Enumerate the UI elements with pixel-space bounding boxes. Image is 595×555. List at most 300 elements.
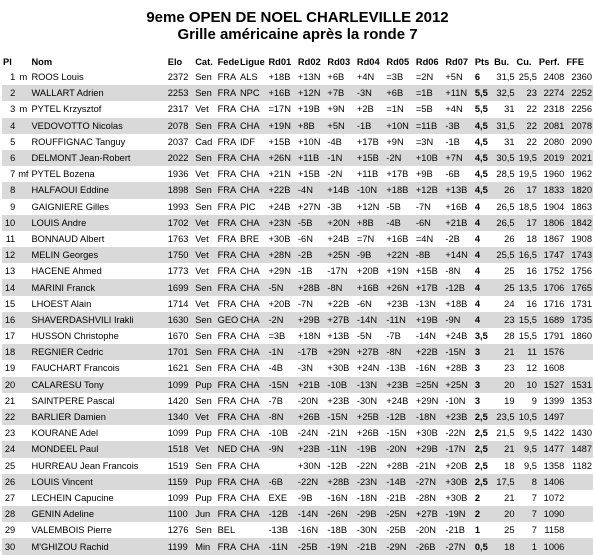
- cell-perf: 1158: [544, 525, 565, 536]
- cell-cu: 16: [526, 266, 537, 277]
- cell-pts: 3: [474, 395, 480, 406]
- cell-ffe: 1820: [565, 182, 593, 198]
- cell-rd03: +9N: [327, 104, 345, 115]
- cell-rd03: +22B: [327, 298, 350, 309]
- cell-pts: 4: [474, 215, 493, 231]
- cell-rd01: -2N: [267, 312, 296, 328]
- column-header-pts: Pts: [474, 57, 490, 67]
- cell-rd02: -9B: [297, 492, 313, 503]
- cell-bu: 21: [504, 492, 515, 503]
- cell-rd04: +12N: [356, 201, 380, 212]
- cell-cat: Pup: [194, 474, 216, 490]
- standings-table: [2, 55, 593, 555]
- cell-title: [16, 490, 30, 506]
- cell-rd04: +2B: [356, 104, 374, 115]
- cell-perf: 1689: [538, 312, 565, 328]
- cell-rd01: -15N: [267, 377, 296, 393]
- cell-pts: 2: [474, 492, 480, 503]
- cell-title: [16, 118, 30, 134]
- cell-title: [16, 279, 30, 295]
- table-row: [2, 490, 593, 506]
- cell-fede: FRA: [217, 169, 237, 180]
- cell-place: 1: [10, 72, 16, 83]
- cell-elo: 1936: [167, 169, 189, 180]
- cell-ligue: CHA: [239, 428, 260, 439]
- cell-place: 9: [10, 201, 16, 212]
- table-row: [2, 118, 593, 134]
- cell-perf: 2318: [543, 104, 565, 115]
- cell-rd01: +22B: [267, 182, 296, 198]
- cell-rd06: -27N: [415, 474, 444, 490]
- cell-place: 7: [10, 169, 16, 180]
- cell-pts: 2: [474, 506, 493, 522]
- cell-fede: FRA: [217, 136, 237, 147]
- cell-rd07: -2B: [445, 233, 460, 244]
- cell-rd06: +30B: [415, 428, 438, 439]
- cell-fede: NED: [217, 441, 239, 457]
- cell-elo: 2078: [167, 118, 194, 134]
- cell-cu: 7: [516, 506, 538, 522]
- cell-perf: 1867: [543, 233, 565, 244]
- cell-elo: 1099: [167, 377, 194, 393]
- cell-fede: FRA: [217, 215, 239, 231]
- cell-ffe: 1430: [571, 428, 592, 439]
- table-row: [2, 279, 593, 295]
- cell-rd05: +24B: [386, 395, 409, 406]
- cell-rd07: +24B: [445, 331, 468, 342]
- cell-fede: FRA: [217, 233, 237, 244]
- cell-rd06: +19B: [415, 312, 444, 328]
- cell-ffe: [565, 409, 593, 425]
- cell-rd01: +28N: [267, 247, 296, 263]
- cell-rd02: +27N: [297, 201, 321, 212]
- cell-ligue: CHA: [239, 331, 260, 342]
- cell-rd06: +17B: [415, 279, 444, 295]
- cell-rd01: +23N: [267, 215, 296, 231]
- cell-rd06: -28N: [415, 492, 437, 503]
- cell-rd07: +23B: [444, 409, 473, 425]
- table-row: [2, 231, 593, 247]
- cell-rd05: =1N: [386, 104, 404, 115]
- cell-name: SHAVERDASHVILI Irakli: [30, 312, 166, 328]
- cell-name: MELIN Georges: [30, 247, 166, 263]
- table-row: [2, 393, 593, 409]
- cell-rd03: +28B: [326, 474, 355, 490]
- cell-rd01: +24B: [268, 201, 291, 212]
- cell-ffe: 1353: [571, 395, 592, 406]
- cell-cu: 9,5: [523, 428, 537, 439]
- cell-rd04: +11B: [356, 169, 379, 180]
- cell-rd04: +20B: [356, 266, 379, 277]
- cell-cu: 9: [531, 395, 537, 406]
- cell-cu: 25,5: [518, 72, 537, 83]
- cell-elo: 1276: [167, 525, 189, 536]
- cell-title: [16, 344, 30, 360]
- cell-rd03: -12B: [327, 460, 348, 471]
- cell-title: [16, 538, 30, 554]
- cell-rd07: +14N: [444, 247, 473, 263]
- cell-rd03: +24B: [327, 233, 350, 244]
- cell-title: [16, 409, 30, 425]
- cell-title: [16, 215, 30, 231]
- table-row: [2, 296, 593, 312]
- cell-bu: 19: [504, 395, 515, 406]
- cell-elo: 1420: [167, 395, 189, 406]
- cell-rd05: -21B: [386, 492, 407, 503]
- cell-perf: 2080: [543, 136, 565, 147]
- cell-name: WALLART Adrien: [30, 85, 166, 101]
- cell-ligue: CHA: [239, 266, 260, 277]
- column-header-ffe: FFE: [566, 57, 584, 67]
- cell-rd07: +25N: [444, 377, 473, 393]
- table-row: [2, 474, 593, 490]
- cell-bu: 21,5: [496, 428, 515, 439]
- cell-rd03: +6B: [327, 72, 345, 83]
- cell-cu: 10: [516, 377, 538, 393]
- cell-rd07: -10N: [445, 395, 466, 406]
- table-row: [2, 134, 593, 150]
- cell-rd07: +11N: [444, 85, 473, 101]
- cell-rd04: -29B: [356, 506, 385, 522]
- column-header-elo: Elo: [167, 57, 183, 67]
- table-row: [2, 101, 593, 117]
- cell-cat: Vet: [194, 215, 216, 231]
- cell-place: 29: [4, 525, 16, 536]
- cell-cat: Sen: [195, 460, 212, 471]
- cell-rd04: +8B: [356, 215, 385, 231]
- cell-ligue: CHA: [239, 182, 267, 198]
- cell-fede: FRA: [217, 201, 237, 212]
- cell-title: [16, 263, 30, 279]
- cell-elo: 1518: [167, 441, 194, 457]
- cell-rd04: -5N: [356, 331, 372, 342]
- cell-rd07: +5N: [445, 72, 463, 83]
- cell-rd07: -19N: [444, 506, 473, 522]
- cell-rd05: +19N: [386, 266, 409, 277]
- table-row: [2, 247, 593, 263]
- cell-place: 27: [4, 492, 16, 503]
- cell-ligue: CHA: [239, 441, 267, 457]
- column-header-bu: Bu.: [494, 57, 510, 67]
- cell-cat: Vet: [195, 266, 209, 277]
- cell-fede: FRA: [217, 363, 237, 374]
- cell-ligue: CHA: [239, 344, 267, 360]
- cell-ligue: CHA: [239, 247, 267, 263]
- cell-name: MONDEEL Paul: [30, 441, 166, 457]
- cell-rd07: +4N: [445, 104, 463, 115]
- cell-rd03: -3B: [327, 201, 342, 212]
- cell-cu: 16,5: [516, 247, 538, 263]
- cell-bu: 28,5: [496, 169, 515, 180]
- cell-ffe: [565, 344, 593, 360]
- cell-pts: 4: [474, 233, 480, 244]
- cell-elo: 2037: [167, 136, 189, 147]
- cell-rd07: +30B: [444, 474, 473, 490]
- cell-rd07: -6B: [445, 169, 460, 180]
- cell-perf: 1422: [543, 428, 565, 439]
- cell-rd06: +12B: [415, 182, 444, 198]
- cell-bu: 31: [504, 104, 515, 115]
- cell-rd03: -4B: [327, 136, 342, 147]
- cell-name: CALARESU Tony: [30, 377, 166, 393]
- cell-perf: 1706: [538, 279, 565, 295]
- cell-ligue: CHA: [239, 312, 267, 328]
- cell-place: 3: [10, 104, 16, 115]
- cell-title: m: [19, 104, 28, 115]
- cell-ligue: CHA: [239, 395, 260, 406]
- cell-cu: 13,5: [516, 279, 538, 295]
- cell-rd01: EXE: [268, 492, 288, 503]
- cell-place: 15: [4, 298, 16, 309]
- cell-name: HURREAU Jean Francois: [31, 460, 139, 471]
- cell-cat: Vet: [195, 104, 209, 115]
- cell-rd03: +23B: [327, 395, 350, 406]
- cell-rd05: -29N: [385, 538, 414, 554]
- cell-fede: FRA: [217, 266, 237, 277]
- cell-pts: 4: [474, 279, 493, 295]
- cell-bu: 21: [493, 344, 515, 360]
- cell-name: M'GHIZOU Rachid: [30, 538, 166, 554]
- cell-rd07: +16B: [445, 201, 468, 212]
- cell-title: mf: [18, 169, 29, 180]
- table-row: [2, 458, 593, 474]
- cell-rd06: -16N: [415, 363, 437, 374]
- cell-pts: 4: [474, 298, 480, 309]
- cell-bu: 23: [504, 363, 515, 374]
- cell-cu: 9,5: [523, 460, 537, 471]
- cell-cat: Sen: [194, 182, 216, 198]
- cell-ffe: 1731: [571, 298, 592, 309]
- cell-fede: FRA: [217, 85, 239, 101]
- cell-rd01: -5N: [267, 279, 296, 295]
- cell-rd03: -11N: [326, 441, 355, 457]
- cell-rd05: -5B: [386, 201, 401, 212]
- cell-ligue: CHA: [239, 506, 267, 522]
- cell-bu: 20: [493, 377, 515, 393]
- cell-perf: 2274: [538, 85, 565, 101]
- cell-rd01: =3B: [268, 331, 286, 342]
- cell-bu: 30,5: [493, 150, 515, 166]
- cell-place: 22: [2, 409, 16, 425]
- cell-perf: 1716: [543, 298, 565, 309]
- page-subtitle: Grille américaine après la ronde 7: [177, 26, 418, 43]
- cell-cu: 11: [516, 344, 538, 360]
- cell-name: BONNAUD Albert: [31, 233, 105, 244]
- cell-rd05: +16B: [386, 233, 409, 244]
- cell-ffe: 1756: [571, 266, 592, 277]
- cell-perf: 1576: [538, 344, 565, 360]
- cell-ligue: CHA: [239, 377, 267, 393]
- cell-cat: Sen: [195, 331, 212, 342]
- cell-fede: FRA: [217, 409, 239, 425]
- cell-cat: Vet: [194, 441, 216, 457]
- cell-rd06: +29B: [415, 441, 444, 457]
- cell-cu: 22: [526, 104, 537, 115]
- cell-place: 28: [2, 506, 16, 522]
- cell-cu: 18: [526, 233, 537, 244]
- cell-perf: 1752: [543, 266, 565, 277]
- cell-cat: Sen: [195, 201, 212, 212]
- cell-title: [16, 134, 30, 150]
- cell-rd04: +25B: [356, 409, 385, 425]
- cell-perf: 1833: [538, 182, 565, 198]
- cell-name: LECHEIN Capucine: [31, 492, 114, 503]
- table-row: [2, 69, 593, 85]
- cell-name: PYTEL Bozena: [31, 169, 95, 180]
- table-row: [2, 425, 593, 441]
- cell-ffe: 1962: [571, 169, 592, 180]
- cell-rd01: +29N: [268, 266, 291, 277]
- cell-bu: 25: [504, 525, 515, 536]
- cell-ligue: CHA: [239, 409, 267, 425]
- cell-ffe: [565, 522, 593, 538]
- cell-cat: Sen: [194, 344, 216, 360]
- cell-name: DELMONT Jean-Robert: [30, 150, 166, 166]
- cell-elo: 2253: [167, 85, 194, 101]
- cell-cat: Sen: [195, 363, 212, 374]
- cell-rd02: -25B: [297, 538, 326, 554]
- cell-perf: 1006: [538, 538, 565, 554]
- table-row: [2, 506, 593, 522]
- cell-title: [16, 360, 30, 376]
- table-body: [2, 69, 593, 555]
- table-row: [2, 409, 593, 425]
- cell-rd05: -20N: [385, 441, 414, 457]
- column-header-rd01: Rd01: [268, 57, 292, 67]
- cell-place: 26: [2, 474, 16, 490]
- cell-pts: 4,5: [474, 169, 488, 180]
- cell-rd02: -1B: [297, 266, 313, 277]
- cell-rd03: +29N: [326, 344, 355, 360]
- cell-ligue: CHA: [239, 169, 260, 180]
- cell-fede: FRA: [217, 460, 237, 471]
- cell-pts: 2,5: [474, 428, 488, 439]
- cell-name: VALEMBOIS Pierre: [31, 525, 112, 536]
- cell-rd04: +27B: [356, 344, 385, 360]
- cell-rd02: -6N: [297, 233, 313, 244]
- cell-fede: FRA: [217, 72, 237, 83]
- cell-rd07: -15N: [444, 344, 473, 360]
- cell-bu: 23: [493, 312, 515, 328]
- cell-bu: 25: [493, 279, 515, 295]
- cell-rd03: -21N: [327, 428, 348, 439]
- cell-rd03: -18B: [327, 525, 348, 536]
- cell-elo: 1701: [167, 344, 194, 360]
- cell-cu: 17: [516, 182, 538, 198]
- cell-rd06: -26B: [415, 538, 444, 554]
- cell-bu: 25: [504, 266, 515, 277]
- cell-cu: 7: [531, 492, 537, 503]
- cell-fede: FRA: [217, 377, 239, 393]
- cell-place: 17: [4, 331, 16, 342]
- cell-place: 5: [10, 136, 16, 147]
- cell-rd04: -3N: [356, 85, 385, 101]
- cell-fede: FRA: [217, 538, 239, 554]
- table-row: [2, 199, 593, 215]
- cell-rd07: -3B: [444, 118, 473, 134]
- cell-elo: 1898: [167, 182, 194, 198]
- cell-cat: Jun: [194, 506, 216, 522]
- cell-rd01: +18B: [268, 72, 291, 83]
- cell-name: VEDOVOTTO Nicolas: [30, 118, 166, 134]
- cell-rd01: -6B: [267, 474, 296, 490]
- cell-rd07: -1B: [445, 136, 460, 147]
- cell-name: LHOEST Alain: [31, 298, 92, 309]
- cell-name: GENIN Adeline: [30, 506, 166, 522]
- cell-place: 6: [2, 150, 16, 166]
- cell-rd02: -16N: [297, 525, 319, 536]
- cell-title: [16, 522, 30, 538]
- cell-fede: FRA: [217, 104, 237, 115]
- cell-place: 20: [2, 377, 16, 393]
- cell-perf: 1477: [538, 441, 565, 457]
- cell-elo: 1993: [167, 201, 189, 212]
- cell-rd01: -10B: [268, 428, 289, 439]
- cell-rd06: -14N: [415, 331, 437, 342]
- cell-rd06: +15B: [415, 266, 438, 277]
- column-header-rd05: Rd05: [386, 57, 410, 67]
- cell-rd06: =11B: [415, 118, 444, 134]
- cell-ffe: 1765: [565, 279, 593, 295]
- cell-rd01: -11N: [267, 538, 296, 554]
- cell-place: 25: [4, 460, 16, 471]
- cell-rd04: -18N: [356, 492, 378, 503]
- cell-rd06: +29N: [415, 395, 439, 406]
- cell-elo: 1100: [167, 506, 194, 522]
- column-header-rd02: Rd02: [297, 57, 321, 67]
- cell-place: 30: [2, 538, 16, 554]
- cell-rd06: -18N: [415, 409, 444, 425]
- cell-cu: 18,5: [518, 201, 537, 212]
- cell-title: [16, 441, 30, 457]
- cell-rd05: -13B: [386, 363, 407, 374]
- cell-rd02: -17B: [297, 344, 326, 360]
- cell-pts: 2,5: [474, 474, 493, 490]
- cell-ffe: 2021: [565, 150, 593, 166]
- cell-cu: 9,5: [516, 441, 538, 457]
- cell-ffe: [565, 360, 593, 376]
- table-row: [2, 377, 593, 393]
- cell-name: GAIGNIERE Gilles: [31, 201, 109, 212]
- cell-cu: 23: [516, 85, 538, 101]
- cell-pts: 4: [474, 312, 493, 328]
- cell-rd05: -25B: [386, 525, 407, 536]
- cell-rd05: +23B: [386, 298, 409, 309]
- cell-perf: 1399: [543, 395, 565, 406]
- table-row: [2, 328, 593, 344]
- cell-elo: 1699: [167, 279, 194, 295]
- cell-rd06: =3N: [415, 136, 434, 147]
- cell-place: 14: [2, 279, 16, 295]
- column-header-perf: Perf.: [538, 57, 560, 67]
- cell-rd04: -30N: [356, 525, 378, 536]
- cell-ligue: IDF: [239, 136, 255, 147]
- cell-rd05: +17B: [386, 169, 409, 180]
- cell-bu: 21: [493, 441, 515, 457]
- cell-title: [16, 150, 30, 166]
- cell-name: LOUIS Andre: [30, 215, 166, 231]
- column-header-rd03: Rd03: [327, 57, 351, 67]
- cell-ffe: 2256: [571, 104, 592, 115]
- cell-fede: FRA: [217, 395, 237, 406]
- cell-rd03: +5N: [326, 118, 355, 134]
- table-row: [2, 312, 593, 328]
- cell-rd06: -13N: [415, 298, 437, 309]
- cell-rd01: +16B: [267, 85, 296, 101]
- cell-elo: 1519: [167, 460, 189, 471]
- cell-fede: FRA: [217, 428, 237, 439]
- cell-ffe: 1735: [565, 312, 593, 328]
